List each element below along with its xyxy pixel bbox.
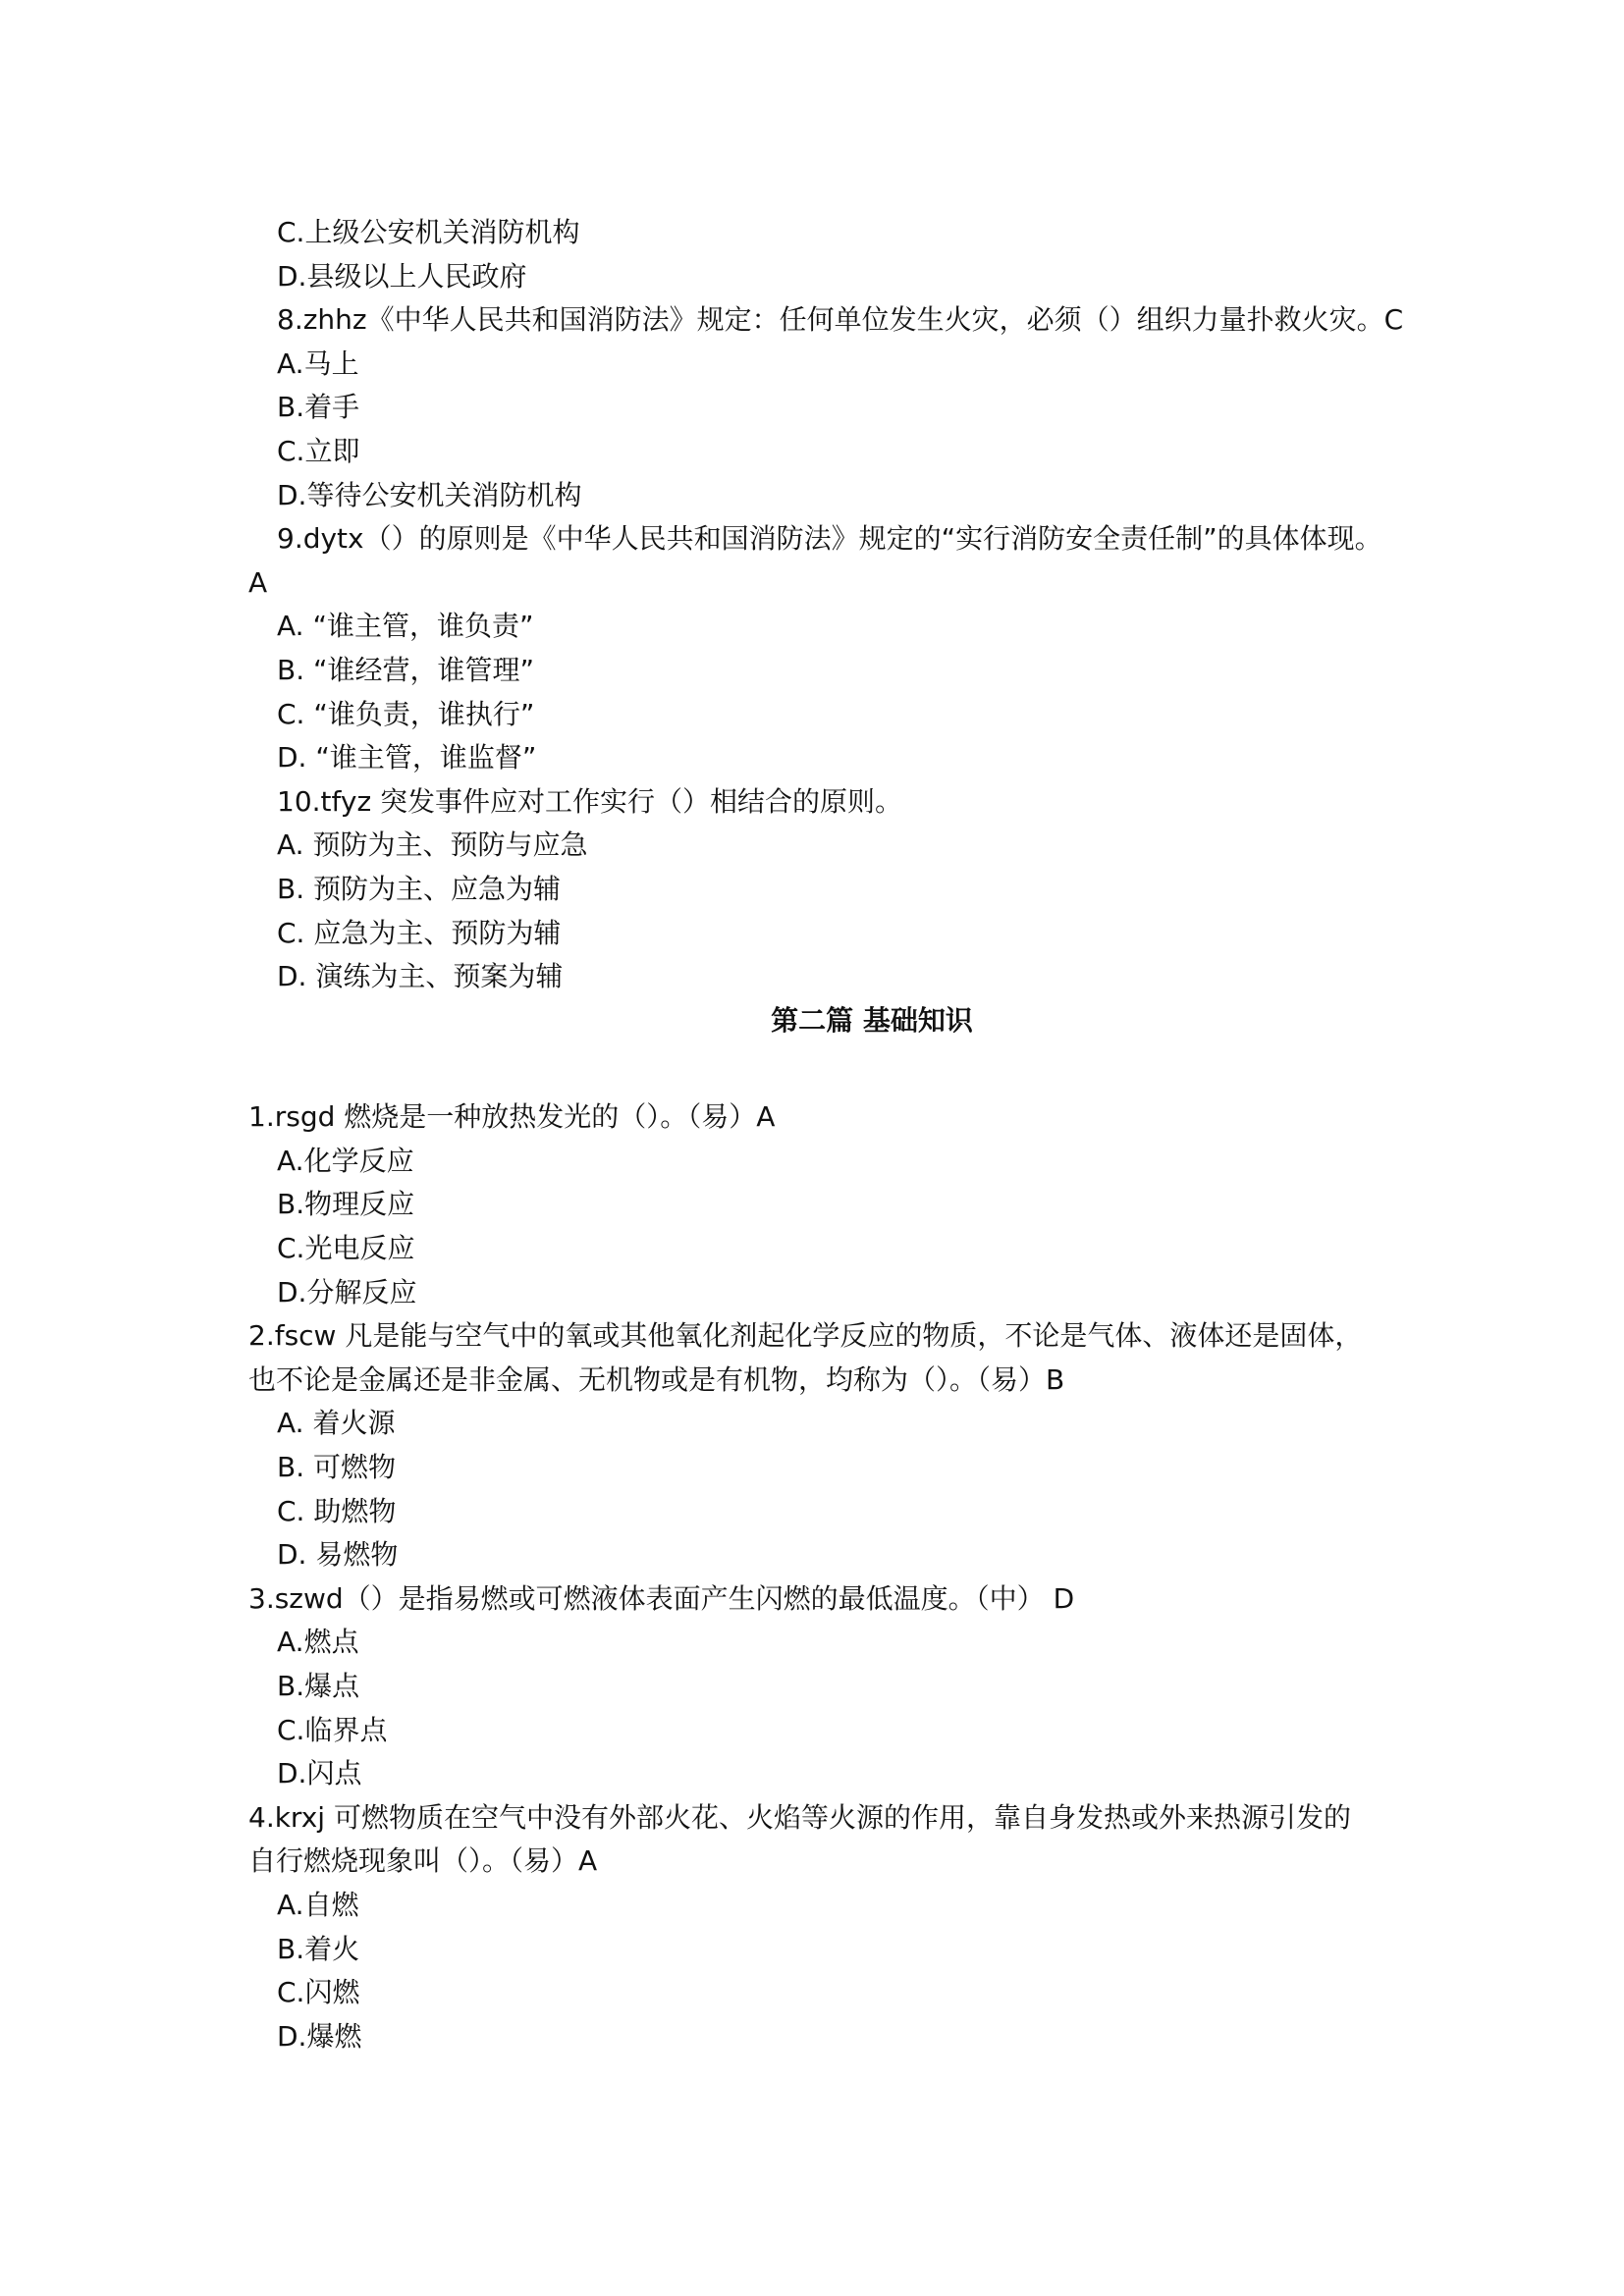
option-q8-a: A.马上	[277, 347, 359, 380]
option-s2q2-b: B. 可燃物	[277, 1451, 397, 1484]
option-s2q3-d: D.闪点	[277, 1757, 362, 1790]
option-q10-a: A. 预防为主、预防与应急	[277, 828, 588, 862]
s2-question-3-stem: 3.szwd（）是指易燃或可燃液体表面产生闪燃的最低温度。（中） D	[248, 1581, 1075, 1615]
option-s2q3-c: C.临界点	[277, 1713, 388, 1746]
option-s2q4-d: D.爆燃	[277, 2019, 362, 2053]
s2-question-1-stem: 1.rsgd 燃烧是一种放热发光的（）。（易）A	[248, 1100, 776, 1134]
option-q8-d: D.等待公安机关消防机构	[277, 478, 582, 511]
option-s2q3-b: B.爆点	[277, 1670, 360, 1702]
question-9-answer: A	[248, 565, 268, 599]
option-s2q4-b: B.着火	[277, 1932, 360, 1965]
option-s2q1-c: C.光电反应	[277, 1232, 415, 1265]
section-heading: 第二篇 基础知识	[771, 1003, 973, 1037]
question-10-stem: 10.tfyz 突发事件应对工作实行（）相结合的原则。	[277, 784, 903, 818]
s2-question-2-stem-line2: 也不论是金属还是非金属、无机物或是有机物，均称为（）。（易）B	[248, 1362, 1065, 1396]
option-q9-a: A. “谁主管，谁负责”	[277, 610, 534, 643]
section-spacer	[248, 1042, 1417, 1095]
option-s2q1-b: B.物理反应	[277, 1188, 415, 1221]
option-q7-c: C.上级公安机关消防机构	[277, 216, 580, 248]
option-s2q3-a: A.燃点	[277, 1626, 359, 1659]
s2-question-2-stem-line1: 2.fscw 凡是能与空气中的氧或其他氧化剂起化学反应的物质，不论是气体、液体还是固体，	[248, 1319, 1363, 1353]
option-q8-c: C.立即	[277, 434, 360, 467]
option-q10-d: D. 演练为主、预案为辅	[277, 960, 564, 993]
option-s2q2-a: A. 着火源	[277, 1407, 396, 1440]
option-q9-b: B. “谁经营，谁管理”	[277, 653, 535, 686]
option-s2q2-d: D. 易燃物	[277, 1538, 399, 1572]
document-body	[248, 211, 1417, 2058]
option-s2q4-c: C.闪燃	[277, 1976, 360, 2009]
option-q10-c: C. 应急为主、预防为辅	[277, 916, 562, 949]
option-s2q1-a: A.化学反应	[277, 1144, 414, 1177]
option-s2q2-c: C. 助燃物	[277, 1494, 397, 1527]
option-q9-c: C. “谁负责，谁执行”	[277, 697, 535, 730]
option-s2q1-d: D.分解反应	[277, 1275, 417, 1308]
question-8-stem: 8.zhhz《中华人民共和国消防法》规定：任何单位发生火灾，必须（）组织力量扑救火灾。C	[277, 303, 1404, 337]
question-9-stem: 9.dytx（）的原则是《中华人民共和国消防法》规定的“实行消防安全责任制”的具体体现。	[277, 522, 1382, 556]
option-q10-b: B. 预防为主、应急为辅	[277, 872, 562, 905]
option-q9-d: D. “谁主管，谁监督”	[277, 741, 537, 774]
option-s2q4-a: A.自燃	[277, 1888, 359, 1921]
s2-question-4-stem-line1: 4.krxj 可燃物质在空气中没有外部火花、火焰等火源的作用，靠自身发热或外来热源引发的	[248, 1800, 1351, 1834]
option-q7-d: D.县级以上人民政府	[277, 259, 527, 293]
s2-question-4-stem-line2: 自行燃烧现象叫（）。（易）A	[248, 1844, 598, 1878]
option-q8-b: B.着手	[277, 391, 360, 424]
